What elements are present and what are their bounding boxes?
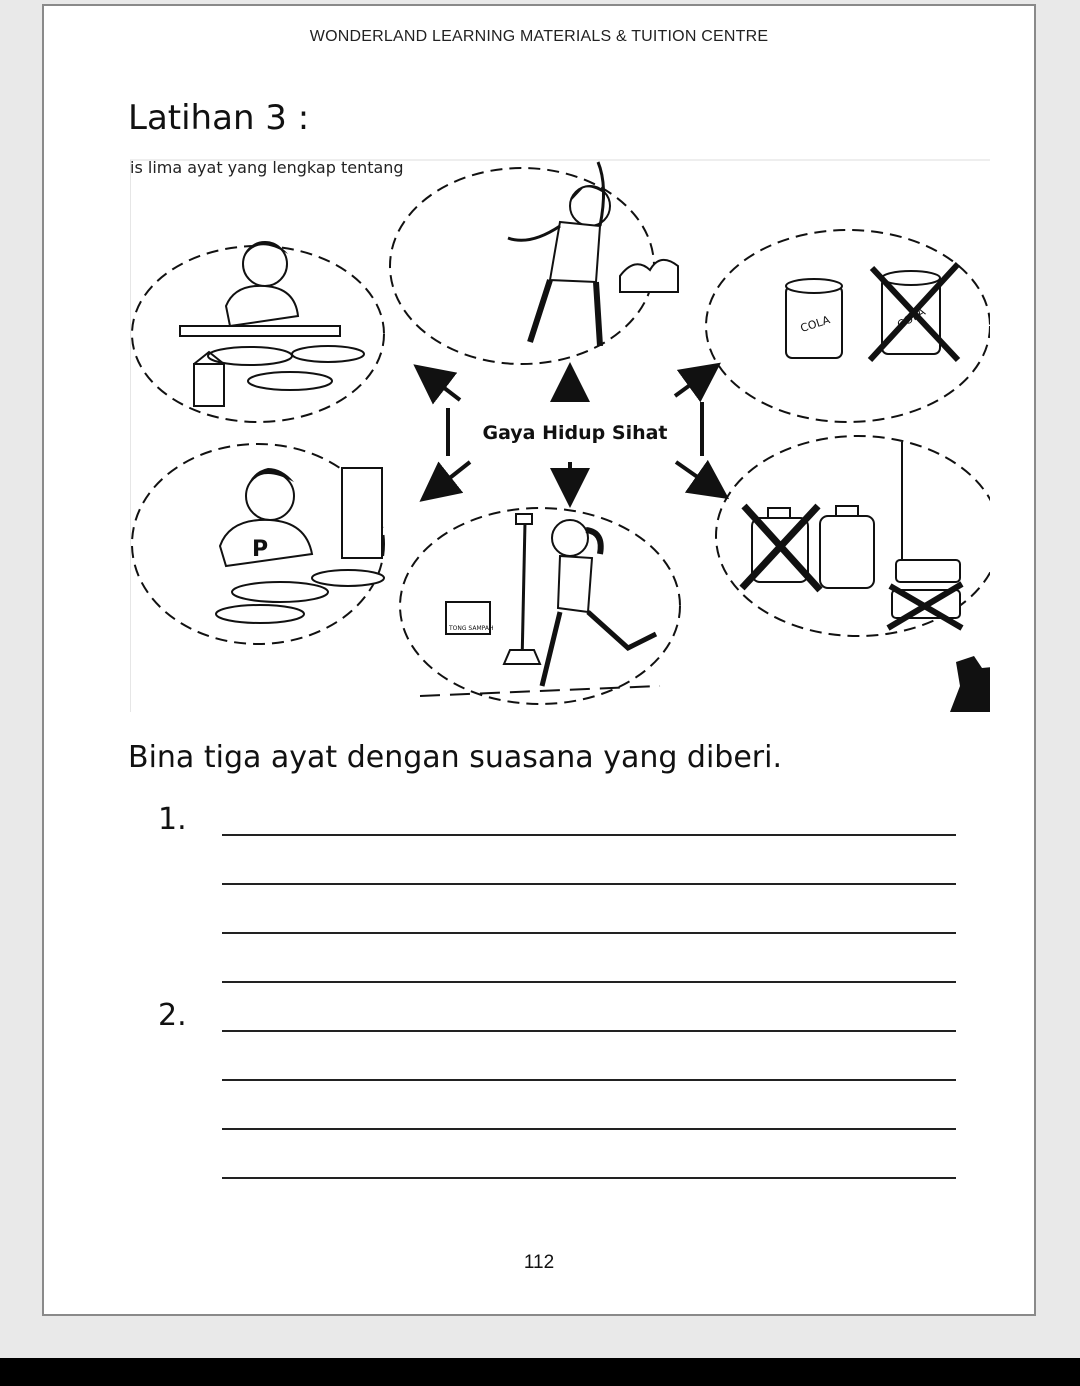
scene-no-cola-drinks <box>706 230 990 422</box>
scene-no-oil-and-fat <box>716 436 990 712</box>
answer-line[interactable] <box>222 883 956 885</box>
scene-boy-eating-breakfast <box>132 242 384 422</box>
exercise-title: Latihan 3 : <box>128 98 310 138</box>
shirt-letter: P <box>252 537 269 562</box>
center-label: Gaya Hidup Sihat <box>482 422 668 444</box>
page-number: 112 <box>523 1252 555 1273</box>
answer-line[interactable] <box>222 1177 956 1179</box>
question-text: Bina tiga ayat dengan suasana yang diberi. <box>128 740 783 775</box>
answer-line[interactable] <box>222 1030 956 1032</box>
scene-boy-eating-lunch <box>132 444 384 644</box>
partial-instruction: is lima ayat yang lengkap tentang <box>130 158 404 177</box>
screen-bottom-bar <box>0 1358 1080 1386</box>
scene-girl-jogging-in-park <box>400 508 680 704</box>
answer-number-1: 1. <box>158 802 187 837</box>
healthy-lifestyle-diagram <box>130 156 990 712</box>
answer-line[interactable] <box>222 932 956 934</box>
answer-line[interactable] <box>222 834 956 836</box>
answer-line[interactable] <box>222 1128 956 1130</box>
centre-header: WONDERLAND LEARNING MATERIALS & TUITION CENTRE <box>309 28 769 45</box>
answer-line[interactable] <box>222 1079 956 1081</box>
bin-label: TONG SAMPAH <box>449 625 494 632</box>
cola-can-label: COLA <box>798 313 832 335</box>
answer-number-2: 2. <box>158 998 187 1033</box>
scene-boy-exercising <box>390 162 678 364</box>
answer-line[interactable] <box>222 981 956 983</box>
center-label-group <box>448 402 702 456</box>
worksheet-page <box>42 4 1036 1316</box>
